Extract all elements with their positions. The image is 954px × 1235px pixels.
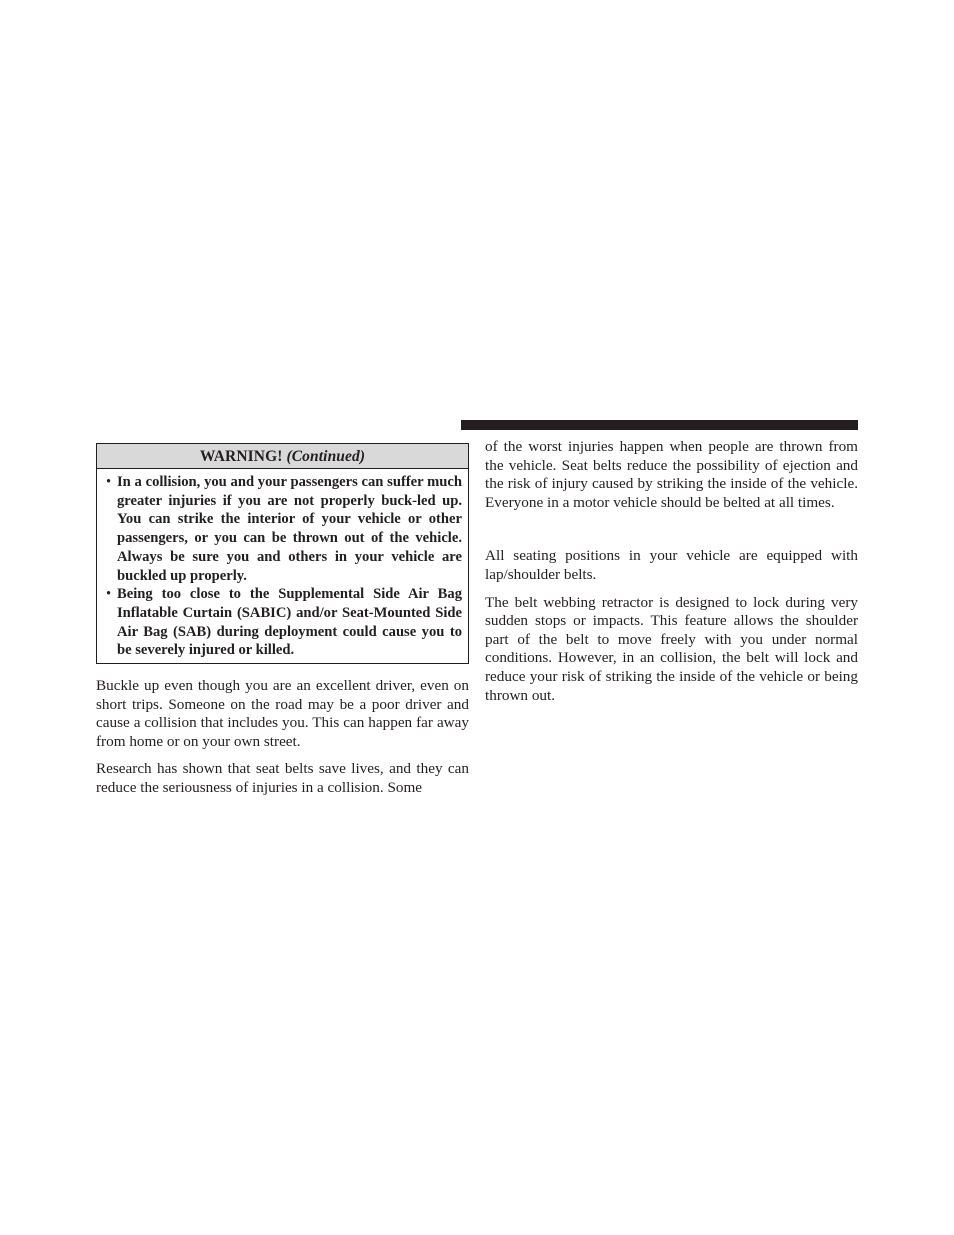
section-header-rule — [461, 420, 858, 430]
body-paragraph: All seating positions in your vehicle are equipped with lap/shoulder belts. — [485, 547, 858, 583]
right-column — [485, 438, 858, 705]
body-paragraph: Research has shown that seat belts save lives, and they can reduce the seriousness of injuries in a collision. Some — [96, 760, 469, 796]
warning-box — [96, 443, 469, 664]
warning-label: WARNING! — [199, 448, 283, 465]
warning-bullet: • In a collision, you and your passengers can suffer much greater injuries if you are not properly buck-led up. You can strike the interior of your vehicle or other passengers, or you can be thrown out of the vehicle. Always be sure you and others in your vehicle are buckled up properly. — [117, 473, 462, 585]
warning-bullet: • Being too close to the Supplemental Side Air Bag Inflatable Curtain (SABIC) and/or Seat-Mounted Side Air Bag (SAB) during deployment could cause you to be severely injured or killed. — [117, 585, 462, 660]
warning-continued: (Continued) — [286, 448, 366, 465]
warning-list — [97, 469, 468, 663]
body-paragraph: of the worst injuries happen when people are thrown from the vehicle. Seat belts reduce the possibility of ejection and the risk of injury caused by striking the inside of the vehicle. Everyone in a motor vehicle should be belted at all times. — [485, 438, 858, 511]
warning-title — [97, 444, 468, 469]
body-paragraph: Buckle up even though you are an excellent driver, even on short trips. Someone on the road may be a poor driver and cause a collision that includes you. This can happen far away from home or on your own street. — [96, 677, 469, 750]
body-paragraph: The belt webbing retractor is designed to lock during very sudden stops or impacts. This feature allows the shoulder part of the belt to move freely with you under normal conditions. However, in an collision, the belt will lock and reduce your risk of striking the inside of the vehicle or being thrown out. — [485, 593, 858, 704]
left-column — [96, 443, 469, 798]
